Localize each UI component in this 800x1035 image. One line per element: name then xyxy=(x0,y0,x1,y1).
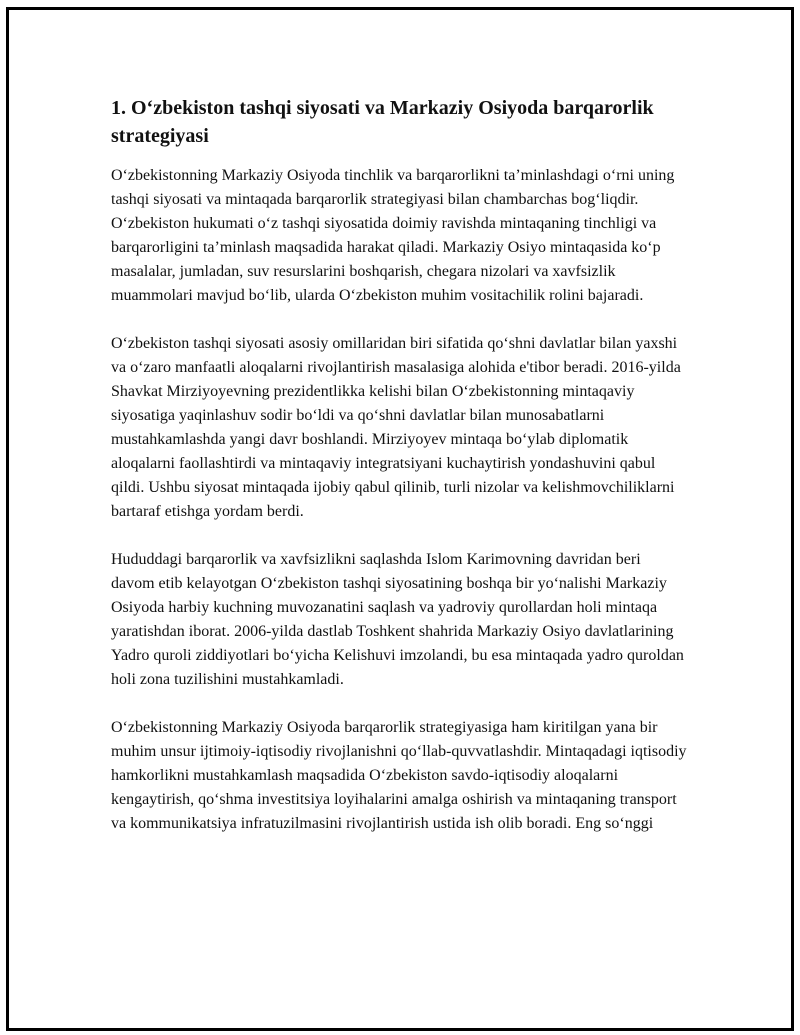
paragraph-1: O‘zbekistonning Markaziy Osiyoda tinchlik va barqarorlikni ta’minlashdagi o‘rni uning tashqi siyosati va mintaqada barqarorlik strategiyasi bilan chambarchas bog‘liqdir. O‘zbekiston hukumati o‘z tashqi siyosatida doimiy ravishda mintaqaning tinchligi va barqarorligini ta’minlash maqsadida harakat qiladi. Markaziy Osiyo mintaqasida ko‘p masalalar, jumladan, suv resurslarini boshqarish, chegara nizolari va xavfsizlik muammolari mavjud bo‘lib, ularda O‘zbekiston muhim vositachilik rolini bajaradi. xyxy=(111,167,675,304)
paragraph-3: Hududdagi barqarorlik va xavfsizlikni saqlashda Islom Karimovning davridan beri davom etib kelayotgan O‘zbekiston tashqi siyosatining boshqa bir yo‘nalishi Markaziy Osiyoda harbiy kuchning muvozanatini saqlash va yadroviy qurollardan holi mintaqa yaratishdan iborat. 2006-yilda dastlab Toshkent shahrida Markaziy Osiyo davlatlarining Yadro quroli ziddiyotlari bo‘yicha Kelishuvi imzolandi, bu esa mintaqada yadro quroldan holi zona tuzilishini mustahkamladi. xyxy=(111,551,684,688)
paragraph-2: O‘zbekiston tashqi siyosati asosiy omillaridan biri sifatida qo‘shni davlatlar bilan yaxshi va o‘zaro manfaatli aloqalarni rivojlantirish masalasiga alohida e'tibor beradi. 2016-yilda Shavkat Mirziyoyevning prezidentlikka kelishi bilan O‘zbekistonning mintaqaviy siyosatiga yaqinlashuv sodir bo‘ldi va qo‘shni davlatlar bilan munosabatlarni mustahkamlashda yangi davr boshlandi. Mirziyoyev mintaqa bo‘ylab diplomatik aloqalarni faollashtirdi va mintaqaviy integratsiyani kuchaytirish yondashuvini qabul qildi. Ushbu siyosat mintaqada ijobiy qabul qilinib, turli nizolar va kelishmovchiliklarni bartaraf etishga yordam berdi. xyxy=(111,335,681,520)
paragraph-4: O‘zbekistonning Markaziy Osiyoda barqarorlik strategiyasiga ham kiritilgan yana bir muhim unsur ijtimoiy-iqtisodiy rivojlanishni qo‘llab-quvvatlashdir. Mintaqadagi iqtisodiy hamkorlikni mustahkamlash maqsadida O‘zbekiston savdo-iqtisodiy aloqalarni kengaytirish, qo‘shma investitsiya loyihalarini amalga oshirish va mintaqaning transport va kommunikatsiya infratuzilmasini rivojlantirish ustida ish olib boradi. Eng so‘nggi xyxy=(111,719,687,832)
document-body xyxy=(111,94,687,860)
section-heading: 1. O‘zbekiston tashqi siyosati va Markaziy Osiyoda barqarorlik strategiyasi xyxy=(111,97,654,147)
